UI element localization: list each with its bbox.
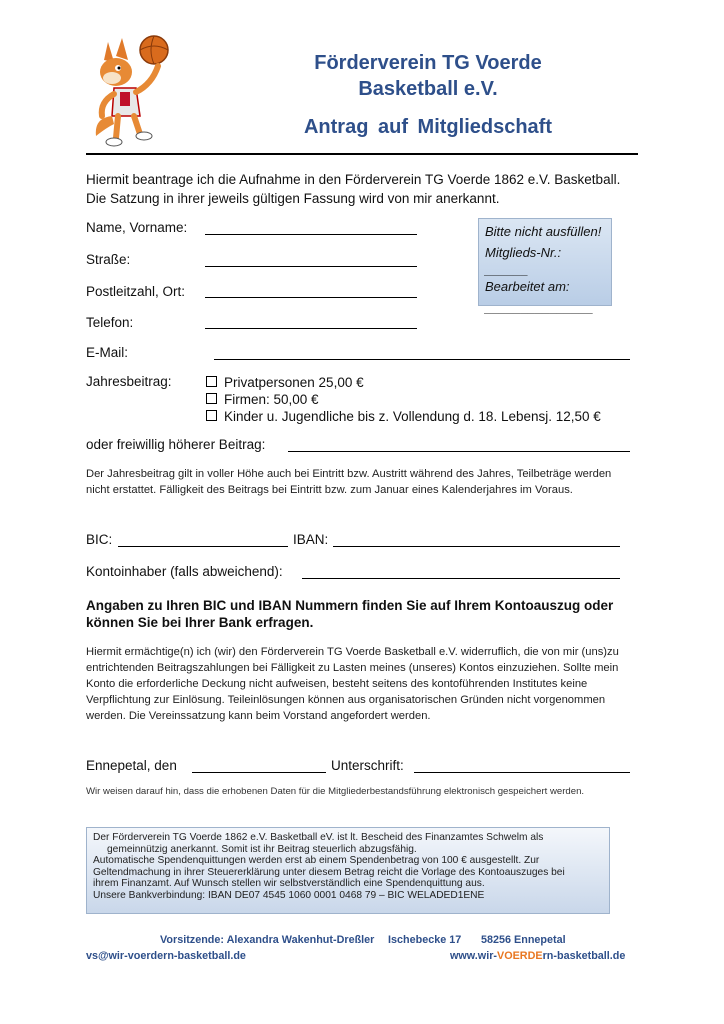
tax-info-line: Automatische Spendenquittungen werden erst ab einem Spendenbetrag von 100 € ausgestellt. Zur	[93, 855, 540, 866]
phone-field[interactable]	[205, 328, 417, 329]
bic-label: BIC:	[86, 532, 113, 547]
street-field[interactable]	[205, 266, 417, 267]
mascot-logo	[92, 32, 174, 150]
tax-info-line: gemeinnützig anerkannt. Somit ist ihr Beitrag steuerlich abzugsfähig.	[107, 843, 417, 855]
name-field[interactable]	[205, 234, 417, 235]
fee-label: Jahresbeitrag:	[86, 374, 172, 389]
bank-connection-line: Unsere Bankverbindung: IBAN DE07 4545 1060 0001 0468 79 – BIC WELADED1ENE	[93, 889, 485, 901]
email-field[interactable]	[214, 359, 630, 360]
signature-field[interactable]	[414, 772, 630, 773]
phone-label: Telefon:	[86, 315, 134, 330]
tax-info-line: Geltendmachung in ihrer Steuererklärung unter diesem Betrag reicht die Vorlage des Kontoauszuges bei	[93, 866, 565, 878]
voluntary-fee-label: oder freiwillig höherer Beitrag:	[86, 437, 266, 452]
signature-label: Unterschrift:	[331, 758, 404, 773]
footer-chair: Vorsitzende: Alexandra Wakenhut-Dreßler	[160, 934, 375, 946]
bic-field[interactable]	[118, 546, 288, 547]
footer-website-link[interactable]: www.wir-VOERDErn-basketball.de	[450, 950, 626, 962]
fee-options	[206, 374, 601, 425]
date-field[interactable]	[192, 772, 326, 773]
processed-date-blank: _______________	[485, 300, 594, 315]
privacy-note: Wir weisen darauf hin, dass die erhobenen Daten für die Mitgliederbestandsführung elektronisch gespeichert werden.	[86, 786, 585, 797]
checkbox[interactable]	[206, 410, 217, 421]
footer-city: 58256 Ennepetal	[481, 934, 566, 946]
club-subtitle: Basketball e.V.	[358, 78, 498, 100]
tax-info-line: Der Förderverein TG Voerde 1862 e.V. Basketball eV. ist lt. Bescheid des Finanzamtes Schwelm als	[93, 832, 544, 843]
iban-label: IBAN:	[293, 532, 329, 547]
office-use-box	[478, 218, 612, 315]
account-holder-label: Kontoinhaber (falls abweichend):	[86, 564, 283, 579]
checkbox[interactable]	[206, 376, 217, 387]
page-title: Antrag auf Mitgliedschaft	[303, 116, 552, 138]
account-holder-field[interactable]	[302, 578, 620, 579]
postcode-label: Postleitzahl, Ort:	[86, 284, 186, 299]
direct-debit-mandate: Hiermit ermächtige(n) ich (wir) den Förderverein TG Voerde Basketball e.V. widerruflich, die von mir (uns)zu entrichtenden Beitragszahlungen bei Fälligkeit zu Lasten meines (unseres) Kontos einzuziehen. Sollte mein Konto die erforderliche Deckung nicht aufweisen, besteht seitens des kontoführenden Institutes keine Verpflichtung zur Einlösung. Teileinlösungen können aus organisatorischen Gründen nicht vorgenommen werden. Die Vereinssatzung kann beim Vorstand angefordert werden.	[86, 646, 619, 722]
header-rule	[86, 153, 638, 155]
bank-hint: Angaben zu Ihren BIC und IBAN Nummern finden Sie auf Ihrem Kontoauszug oder können Sie bei Ihrer Bank erfragen.	[86, 598, 614, 630]
checkbox[interactable]	[206, 393, 217, 404]
fee-option-youth[interactable]: Kinder u. Jugendliche bis z. Vollendung d. 18. Lebensj. 12,50 €	[206, 408, 601, 425]
tax-info-line: ihrem Finanzamt. Auf Wunsch stellen wir selbstverständlich eine Spendenquittung aus.	[93, 878, 485, 889]
member-number-label: Mitglieds-Nr.: ______	[485, 245, 562, 277]
email-label: E-Mail:	[86, 345, 129, 360]
name-label: Name, Vorname:	[86, 220, 188, 235]
fee-option-private[interactable]: Privatpersonen 25,00 €	[206, 374, 601, 391]
fee-option-company[interactable]: Firmen: 50,00 €	[206, 391, 601, 408]
tax-info-box	[86, 827, 610, 914]
footer-street: Ischebecke 17	[388, 934, 462, 946]
iban-field[interactable]	[333, 546, 620, 547]
voluntary-fee-field[interactable]	[288, 451, 630, 452]
street-label: Straße:	[86, 252, 131, 267]
processed-label: Bearbeitet am:	[485, 279, 570, 294]
office-use-heading: Bitte nicht ausfüllen!	[485, 224, 602, 239]
intro-text: Hiermit beantrage ich die Aufnahme in den Förderverein TG Voerde 1862 e.V. Basketball. Die Satzung in ihrer jeweils gültigen Fassung wird von mir anerkannt.	[86, 172, 621, 206]
fee-note: Der Jahresbeitrag gilt in voller Höhe auch bei Eintritt bzw. Austritt während des Jahres, Teilbeträge werden nicht erstattet. Fälligkeit des Beitrags bei Eintritt bzw. zum Januar eines Kalenderjahres im Voraus.	[86, 468, 612, 496]
footer-email-link[interactable]: vs@wir-voerdern-basketball.de	[86, 950, 246, 962]
place-date-label: Ennepetal, den	[86, 758, 177, 773]
club-name: Förderverein TG Voerde	[314, 52, 542, 74]
postcode-field[interactable]	[205, 297, 417, 298]
